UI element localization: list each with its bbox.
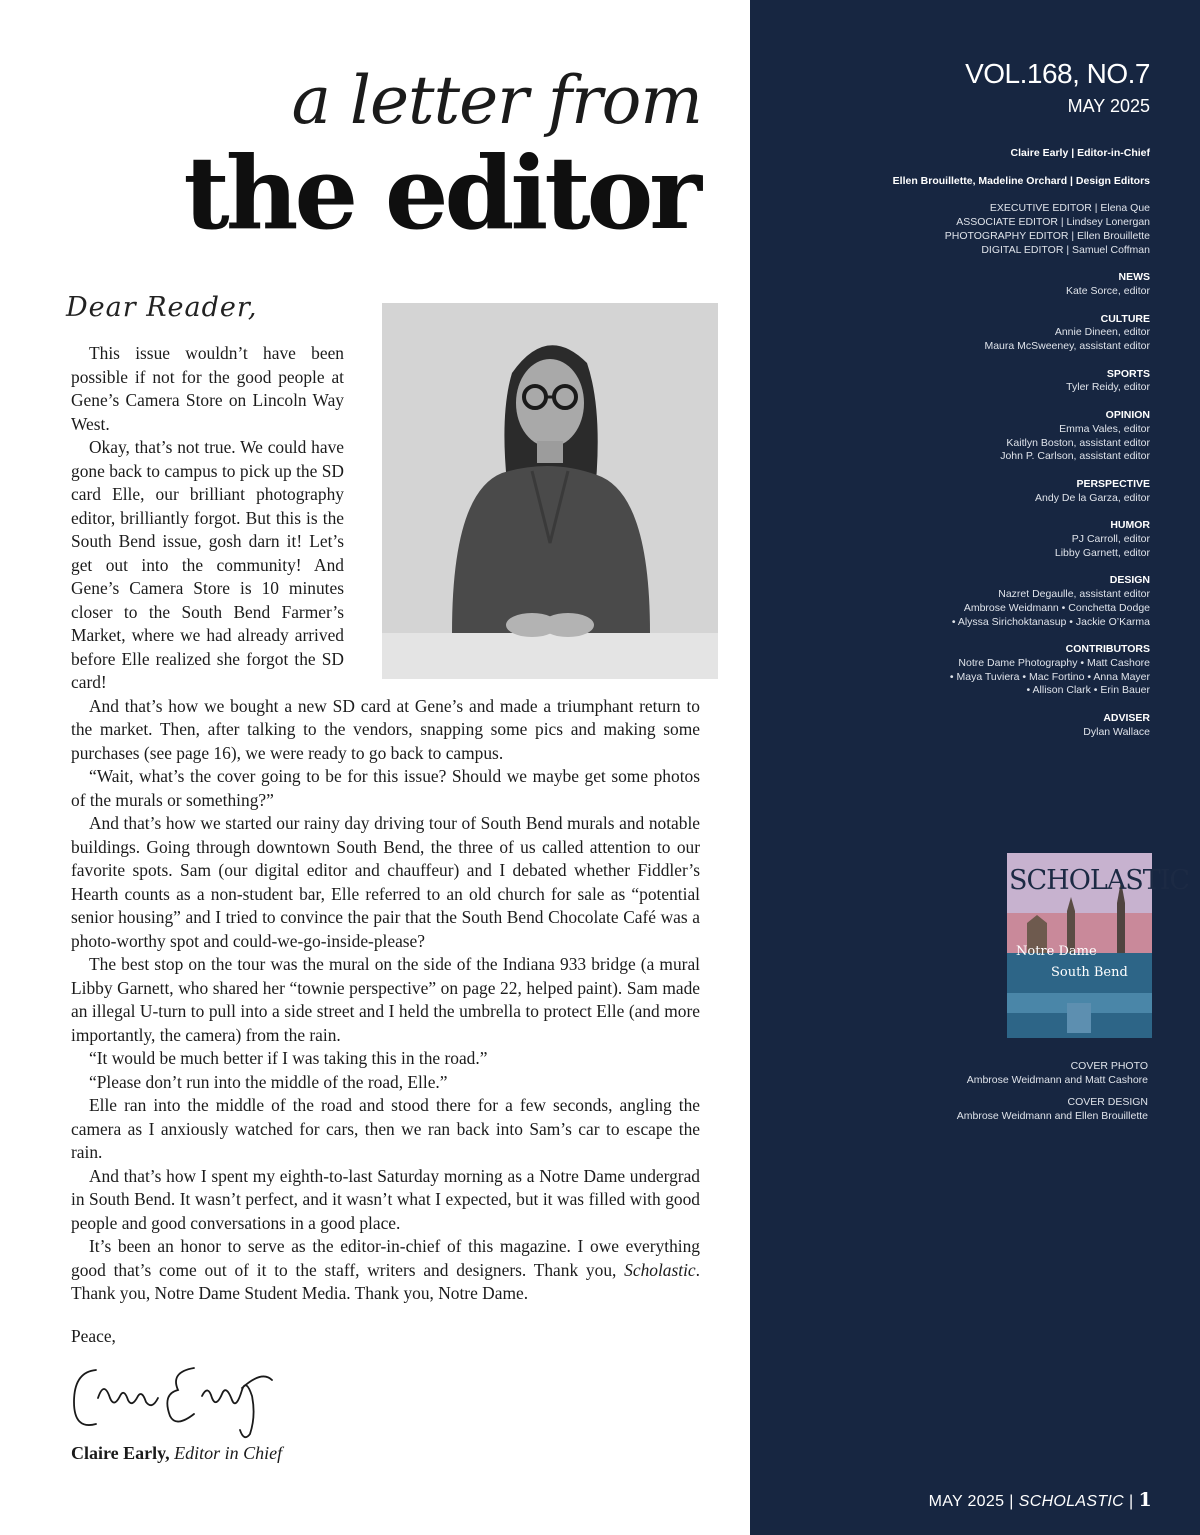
byline-name: Claire Early, — [71, 1443, 170, 1463]
editor-line: DIGITAL EDITOR | Samuel Coffman — [981, 243, 1150, 256]
title-big: the editor — [183, 134, 698, 252]
final-paragraph-end: . Thank you, Notre Dame Student Media. Thank you, Notre Dame. — [71, 1259, 700, 1303]
masthead-sidebar — [750, 0, 1200, 1535]
paragraph-8: “Please don’t run into the middle of the road, Elle.” — [89, 1071, 448, 1092]
footer-date: MAY 2025 — [928, 1493, 1005, 1510]
section-line: Maura McSweeney, assistant editor — [984, 340, 1150, 353]
section-line: Tyler Reidy, editor — [1066, 381, 1150, 394]
paragraph-6: The best stop on the tour was the mural on the side of the Indiana 933 bridge (a mural Libby Garnett, who shared her “townie perspective” on page 22, helped paint). Sam made an illegal U-turn to pull into a side street and I held the umbrella to protect Elle (and more importantly, the camera) from the rain. — [71, 954, 700, 1045]
section-line: Kate Sorce, editor — [1065, 284, 1150, 297]
cover-design-names: Ambrose Weidmann and Ellen Brouillette — [956, 1109, 1148, 1122]
paragraph-3: And that’s how we bought a new SD card at Gene’s and made a triumphant return to the market. Then, after talking to the vendors, snapping some pics and making some purchases (see page 16), we were ready to go back to campus. — [71, 695, 700, 763]
letter-body — [71, 342, 700, 1306]
cover-headline-1: Notre Dame — [1016, 944, 1097, 959]
cover-masthead: SCHOLASTIC — [1009, 865, 1190, 896]
volume-number: VOL.168, NO.7 — [965, 58, 1150, 89]
section-line: Dylan Wallace — [1083, 725, 1150, 738]
section-line: PJ Carroll, editor — [1071, 533, 1150, 546]
section-line: Ambrose Weidmann • Conchetta Dodge — [963, 601, 1150, 614]
signature-image — [66, 1350, 296, 1442]
section-heading-contributors: CONTRIBUTORS — [1065, 643, 1150, 656]
paragraph-10: And that’s how I spent my eighth-to-last Saturday morning as a Notre Dame undergrad in South Bend. It wasn’t perfect, and it wasn’t what I expected, but it was filled with good people and good conversations in a good place. — [71, 1165, 700, 1233]
section-line: • Maya Tuviera • Mac Fortino • Anna Mayer — [949, 670, 1150, 683]
final-paragraph-start: It’s been an honor to serve as the editor-in-chief of this magazine. I owe everything good that’s come out of it to the staff, writers and designers. Thank you, — [71, 1236, 700, 1280]
paragraph-4: “Wait, what’s the cover going to be for this issue? Should we maybe get some photos of the murals or something?” — [71, 766, 700, 810]
section-heading-culture: CULTURE — [1100, 312, 1150, 325]
byline — [71, 1443, 282, 1464]
photo-spacer — [352, 342, 700, 686]
cover-credits — [848, 1060, 1148, 1123]
paragraph-9: Elle ran into the middle of the road and stood there for a few seconds, angling the camera as I anxiously watched for cars, then we ran back into Sam’s car to escape the rain. — [71, 1095, 700, 1162]
salutation: Dear Reader, — [66, 292, 258, 323]
section-heading-news: NEWS — [1118, 271, 1150, 284]
section-line: Libby Garnett, editor — [1054, 546, 1150, 559]
section-heading-perspective: PERSPECTIVE — [1076, 477, 1150, 490]
section-line: Andy De la Garza, editor — [1035, 491, 1150, 504]
footer-magazine: SCHOLASTIC — [1018, 1493, 1124, 1510]
page-number: 1 — [1138, 1489, 1152, 1511]
paragraph-1: This issue wouldn’t have been possible if not for the good people at Gene’s Camera Store on Lincoln Way West. — [71, 343, 344, 434]
staff-list — [760, 147, 1150, 740]
paragraph-7: “It would be much better if I was taking this in the road.” — [89, 1048, 488, 1068]
section-line: Annie Dineen, editor — [1054, 326, 1150, 339]
title-small: a letter from — [291, 62, 702, 139]
editor-line: PHOTOGRAPHY EDITOR | Ellen Brouillette — [944, 229, 1150, 242]
section-line: Emma Vales, editor — [1059, 422, 1150, 435]
page-footer: MAY 2025 | SCHOLASTIC | 1 — [928, 1489, 1152, 1511]
editor-line: ASSOCIATE EDITOR | Lindsey Lonergan — [956, 216, 1150, 229]
editor-line: EXECUTIVE EDITOR | Elena Que — [989, 202, 1150, 215]
issue-date: MAY 2025 — [1067, 96, 1150, 116]
cover-photo-names: Ambrose Weidmann and Matt Cashore — [966, 1073, 1148, 1086]
section-line: John P. Carlson, assistant editor — [1000, 450, 1150, 463]
section-line: Nazret Degaulle, assistant editor — [998, 588, 1150, 601]
section-line: Notre Dame Photography • Matt Cashore — [958, 656, 1150, 669]
editor-in-chief-line: Claire Early | Editor-in-Chief — [1010, 147, 1150, 159]
section-line: Kaitlyn Boston, assistant editor — [1006, 436, 1150, 449]
cover-design-label: COVER DESIGN — [1067, 1096, 1148, 1108]
design-editors-line: Ellen Brouillette, Madeline Orchard | Design Editors — [892, 174, 1150, 187]
section-line: • Alyssa Sirichoktanasup • Jackie O’Karma — [951, 615, 1150, 628]
section-heading-humor: HUMOR — [1110, 519, 1150, 532]
paragraph-2: Okay, that’s not true. We could have gone back to campus to pick up the SD card Elle, our brilliant photography editor, brilliantly forgot. But this is the South Bend issue, gosh darn it! Let’s get out into the community! And Gene’s Camera Store is 10 minutes closer to the South Bend Farmer’s Market, where we had already arrived before Elle realized she forgot the SD card! — [71, 437, 344, 692]
byline-role: Editor in Chief — [174, 1443, 283, 1463]
section-heading-opinion: OPINION — [1105, 409, 1150, 422]
closing: Peace, — [71, 1326, 116, 1346]
section-heading-design: DESIGN — [1109, 574, 1150, 587]
section-heading-adviser: ADVISER — [1103, 712, 1150, 725]
cover-headline-2: South Bend — [1051, 965, 1128, 980]
paragraph-11 — [71, 1235, 700, 1306]
section-heading-sports: SPORTS — [1106, 367, 1150, 380]
magazine-name-italic: Scholastic — [624, 1259, 696, 1280]
cover-photo-label: COVER PHOTO — [1070, 1060, 1148, 1072]
cover-thumbnail — [1007, 853, 1190, 1038]
paragraph-5: And that’s how we started our rainy day driving tour of South Bend murals and notable buildings. Going through downtown South Bend, the three of us called attention to our favorite spots. Sam (our digital editor and chauffeur) and I debated whether Fiddler’s Hearth counts as a non-student bar, Elle referred to an old church for sale as “potential senior housing” and I tried to convince the pair that the South Bend Chocolate Café was a photo-worthy spot and could-we-go-inside-please? — [71, 813, 700, 951]
section-line: • Allison Clark • Erin Bauer — [1026, 684, 1150, 697]
